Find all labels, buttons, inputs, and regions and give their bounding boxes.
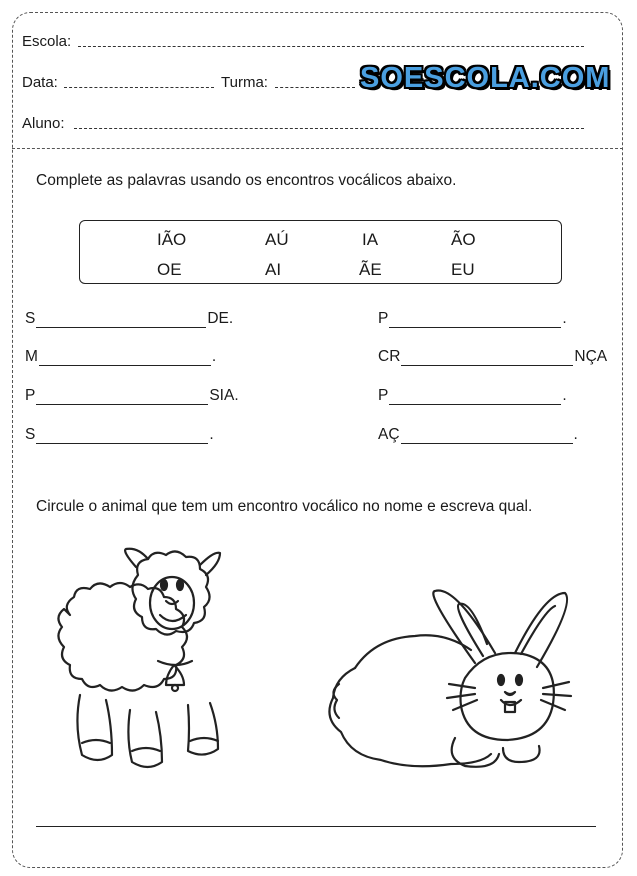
sheep-icon[interactable] xyxy=(50,545,250,780)
answer-blank[interactable] xyxy=(39,351,211,366)
answer-blank[interactable] xyxy=(401,351,573,366)
syllable: ÃO xyxy=(451,230,476,249)
date-field[interactable] xyxy=(64,87,214,88)
answer-blank[interactable] xyxy=(36,429,208,444)
instruction-complete: Complete as palavras usando os encontros vocálicos abaixo. xyxy=(36,172,457,189)
exercise-item[interactable]: CR NÇA xyxy=(378,348,608,365)
class-label: Turma: xyxy=(221,74,268,91)
syllable-box xyxy=(79,220,562,284)
student-label: Aluno: xyxy=(22,115,65,132)
syllable: IÃO xyxy=(157,230,187,249)
exercise-item[interactable]: M . xyxy=(25,348,217,365)
syllable: ÃE xyxy=(359,260,382,279)
school-label: Escola: xyxy=(22,33,72,50)
answer-blank[interactable] xyxy=(401,429,573,444)
exercise-item[interactable]: S DE. xyxy=(25,310,234,327)
student-field[interactable] xyxy=(74,128,584,129)
answer-blank[interactable] xyxy=(389,390,561,405)
class-field[interactable] xyxy=(275,87,355,88)
exercise-item[interactable]: P . xyxy=(378,310,567,327)
answer-blank[interactable] xyxy=(36,390,208,405)
answer-line[interactable] xyxy=(36,826,596,827)
syllable: OE xyxy=(157,260,182,279)
rabbit-icon[interactable] xyxy=(325,588,590,778)
exercise-item[interactable]: P . xyxy=(378,387,567,404)
syllable: EU xyxy=(451,260,475,279)
syllable: AÚ xyxy=(265,230,289,249)
exercise-item[interactable]: P SIA. xyxy=(25,387,239,404)
exercise-item[interactable]: S . xyxy=(25,426,214,443)
exercise-item[interactable]: AÇ . xyxy=(378,426,578,443)
answer-blank[interactable] xyxy=(389,313,561,328)
date-label: Data: xyxy=(22,74,58,91)
site-logo: SOESCOLA.COM xyxy=(360,62,611,94)
syllable: IA xyxy=(362,230,379,249)
syllable: AI xyxy=(265,260,282,279)
header-divider xyxy=(12,148,623,149)
answer-blank[interactable] xyxy=(36,313,206,328)
instruction-circle: Circule o animal que tem um encontro vocálico no nome e escreva qual. xyxy=(36,498,533,515)
school-field[interactable] xyxy=(78,46,584,47)
